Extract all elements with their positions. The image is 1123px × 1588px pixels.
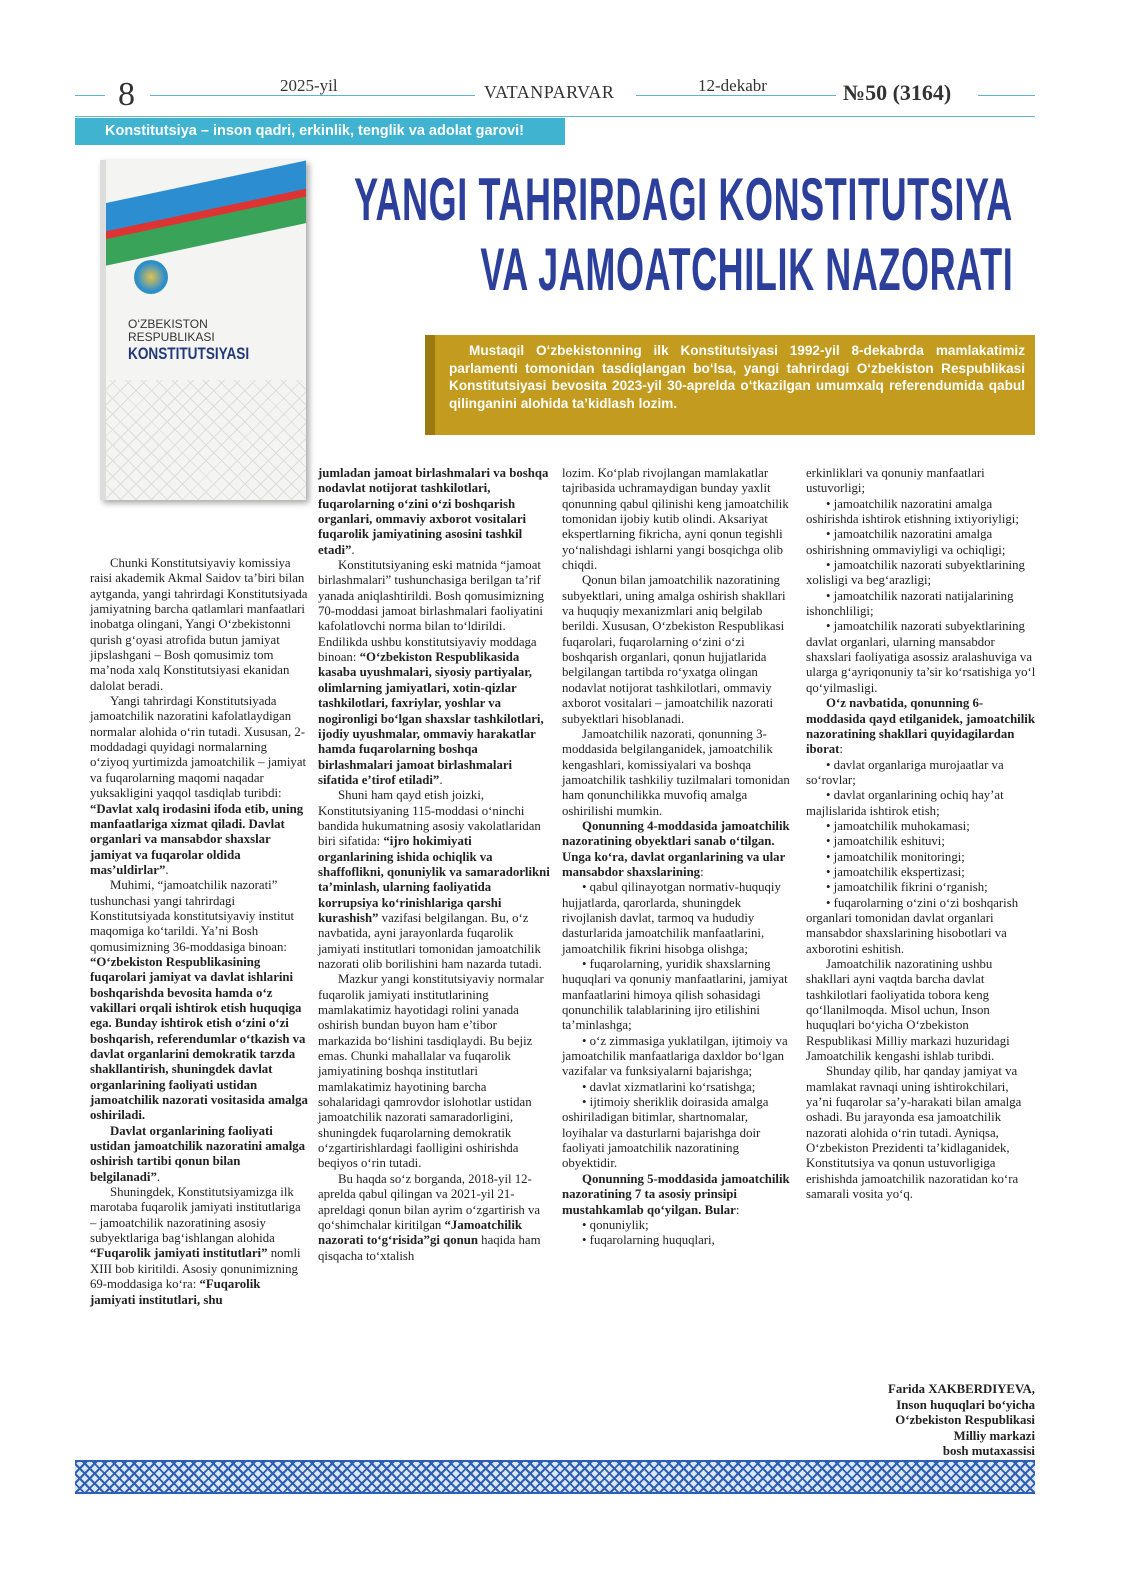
newspaper-name: VATANPARVAR xyxy=(484,82,615,102)
paragraph-text: Jamoatchilik nazoratining ushbu shakllari ayni vaqtda barcha davlat tashkilotlari faoliyatida tobora keng qo‘llanilmoqda. Misol uchun, Inson huquqlari bo‘yicha O‘zbekiston Respublikasi Milliy markazi huzuridagi Jamoatchilik kengashi ishlab turibdi. xyxy=(806,957,1010,1064)
author-signature xyxy=(805,1382,1035,1460)
article-paragraph xyxy=(562,819,794,880)
paragraph-text: . xyxy=(156,1169,161,1184)
bold-quote-text: “Davlat xalq irodasini ifoda etib, uning manfaatlariga xizmat qiladi. Davlat organlari va mansabdor shaxslar jamiyat va fuqarolar oldida mas’uldirlar” xyxy=(90,801,304,877)
author-title: Milliy markazi xyxy=(953,1428,1035,1443)
article-column-4 xyxy=(806,466,1038,1203)
bold-quote-text: “Fuqarolik jamiyati institutlari, shu xyxy=(90,1277,261,1307)
author-title: bosh mutaxassisi xyxy=(942,1444,1035,1458)
header-divider xyxy=(75,116,1035,117)
author-title: Inson huquqlari bo‘yicha xyxy=(896,1397,1035,1412)
paragraph-text: • fuqarolarning, yuridik shaxslarning huquqlari va qonuniy manfaatlarini, jamiyat manfaatlarini himoya qilish sohasidagi qonunchilik talablarining ijro etilishini ta’minlashga; xyxy=(562,957,788,1033)
article-paragraph xyxy=(806,497,1038,528)
article-paragraph xyxy=(562,957,794,1034)
paragraph-text: • o‘z zimmasiga yuklatilgan, ijtimoiy va jamoatchilik manfaatlariga daxldor bo‘lgan vazifalar va funksiyalarni bajarishga; xyxy=(562,1033,788,1079)
paragraph-text: lozim. Ko‘plab rivojlangan mamlakatlar tajribasida uchramaydigan bunday yaxlit qonunning qabul qilinishi keng jamoatchilik tomonidan ijobiy kutib olindi. Aksariyat ekspertlarning fikricha, ayni qonun tegishli yo‘nalishdagi ishlarni yangi bosqichga olib chiqdi. xyxy=(562,466,789,573)
article-paragraph xyxy=(806,558,1038,589)
bold-quote-text: Davlat organlarining faoliyati ustidan jamoatchilik nazoratini amalga oshirish tartibi qonun bilan belgilanadi” xyxy=(90,1123,306,1184)
paragraph-text: : xyxy=(735,1202,740,1217)
lead-paragraph: Mustaqil O‘zbekistonning ilk Konstitutsiyasi 1992-yil 8-dekabrda mamlakatimiz parlamenti tomonidan tasdiqlangan bo‘lsa, yangi tahrirdagi O‘zbekiston Respublikasi Konstitutsiyasi bevosita 2023-yil 30-aprelda o‘tkazilgan umumxalq referendumida qabul qilinganini alohida ta’kidlash lozim. xyxy=(425,335,1035,435)
footer-ornament xyxy=(75,1460,1035,1494)
headline-line1: YANGI TAHRIRDAGI KONSTITUTSIYA xyxy=(354,166,1013,233)
paragraph-text: Shuni ham qayd etish joizki, Konstitutsiyaning 115-moddasi o‘ninchi bandida hukumatning asosiy vakolatlaridan biri sifatida: xyxy=(318,788,541,849)
paragraph-text: Yangi tahrirdagi Konstitutsiyada jamoatchilik nazoratini kafolatlaydigan normalar alohida o‘rin tutadi. Xususan, 2-moddadagi quyidagi normalarning o‘ziyoq yurtimizda jamoatchilik – jamiyat va fuqarolarning maqomi naqadar yuksakligini yaqqol tasdiqlab turibdi: xyxy=(90,694,307,801)
article-column-3 xyxy=(562,466,794,1249)
bold-quote-text: “ijro hokimiyati organlarining ishida ochiqlik va shaffoflikni, qonuniylik va samaradorlikni ta’minlash, ularning faoliyatida korrupsiya ko‘rinishlariga qarshi kurashish” xyxy=(318,834,550,925)
article-paragraph xyxy=(562,1080,794,1095)
article-paragraph xyxy=(806,1064,1038,1202)
book-ornament xyxy=(106,380,306,500)
paragraph-text: • jamoatchilik nazorati subyektlarining davlat organlari, ularning mansabdor shaxslari faoliyatiga asossiz aralashuviga va ularga g‘ayriqonuniy ta’sir ko‘rsatishiga yo‘l qo‘yilmasligi. xyxy=(806,619,1036,695)
state-emblem-icon xyxy=(134,260,168,294)
paragraph-text: • qabul qilinayotgan normativ-huquqiy hujjatlarda, qarorlarda, shuningdek rivojlanish davlat, tarmoq va hududiy dasturlarida jamoatchilik manfaatlarini, jamoatchilik fikrini hisobga olishga; xyxy=(562,880,781,956)
paragraph-text: • davlat xizmatlarini ko‘rsatishga; xyxy=(582,1079,756,1094)
paragraph-text: • qonuniylik; xyxy=(582,1217,649,1232)
constitution-book-image xyxy=(100,160,306,500)
article-paragraph xyxy=(806,819,1038,834)
article-paragraph xyxy=(562,466,794,573)
paragraph-text: • jamoatchilik nazorati subyektlarining xolisligi va beg‘arazligi; xyxy=(806,558,1025,588)
article-paragraph xyxy=(806,850,1038,865)
paragraph-text: • jamoatchilik nazoratini amalga oshirishda ishtirok etishning ixtiyoriyligi; xyxy=(806,496,1019,527)
paragraph-text: Shuningdek, Konstitutsiyamizga ilk marotaba fuqarolik jamiyati institutlariga – jamoatchilik nazoratining asosiy subyektlariga bag‘ishlangan alohida xyxy=(90,1185,301,1246)
paragraph-text: Jamoatchilik nazorati, qonunning 3-moddasida belgilanganidek, jamoatchilik kengashlari, komissiyalari va boshqa jamoatchilik tashkiliy tuzilmalari tomonidan ham qonunchilikka muvofiq amalga oshirilishi mumkin. xyxy=(562,726,790,818)
bold-quote-text: Qonunning 4-moddasida jamoatchilik nazoratining obyektlari sanab o‘tilgan. Unga ko‘ra, davlat organlarining va ular mansabdor shaxslarining xyxy=(562,818,790,879)
article-column-1 xyxy=(90,556,308,1308)
paragraph-text: nomli XIII bob kiritildi. Asosiy qonunimizning 69-moddasiga ko‘ra: xyxy=(90,1246,301,1292)
paragraph-text: • fuqarolarning huquqlari, xyxy=(582,1233,715,1248)
paragraph-text: . xyxy=(439,772,443,787)
article-paragraph xyxy=(806,619,1038,696)
author-title: O‘zbekiston Respublikasi xyxy=(895,1413,1035,1427)
paragraph-text: • jamoatchilik monitoringi; xyxy=(826,849,965,864)
article-paragraph xyxy=(318,558,550,788)
paragraph-text: • jamoatchilik fikrini o‘rganish; xyxy=(826,880,988,895)
header-rule xyxy=(75,95,105,96)
article-paragraph xyxy=(562,1218,794,1233)
article-paragraph xyxy=(806,957,1038,1064)
article-paragraph xyxy=(90,878,308,1124)
article-paragraph xyxy=(318,788,550,972)
section-banner: Konstitutsiya – inson qadri, erkinlik, tenglik va adolat garovi! xyxy=(75,118,565,145)
author-name: Farida XAKBERDIYEVA, xyxy=(888,1382,1035,1396)
paragraph-text: vazifasi belgilangan. Bu, o‘z navbatida, ayni jarayonlarda fuqarolik jamiyati institutlari tomonidan jamoatchilik nazorati olib borilishini ham nazarda tutadi. xyxy=(318,910,542,971)
book-title-line3: KONSTITUTSIYASI xyxy=(128,344,250,363)
paragraph-text: Bu haqda so‘z borganda, 2018-yil 12-aprelda qabul qilingan va 2021-yil 21-apreldagi qonun bilan ayrim o‘zgartirish va qo‘shimchalar kiritilgan xyxy=(318,1171,541,1232)
paragraph-text: . xyxy=(165,862,169,877)
article-paragraph xyxy=(90,694,308,878)
header-year: 2025-yil xyxy=(280,76,338,95)
article-paragraph xyxy=(90,1185,308,1308)
bold-quote-text: O‘z navbatida, qonunning 6-moddasida qayd etilganidek, jamoatchilik nazoratining shakllari quyidagilardan iborat xyxy=(806,696,1035,757)
article-paragraph xyxy=(806,527,1038,558)
paragraph-text: • jamoatchilik muhokamasi; xyxy=(826,818,970,833)
article-paragraph xyxy=(562,1172,794,1218)
paragraph-text: Muhimi, “jamoatchilik nazorati” tushunchasi yangi tahrirdagi Konstitutsiyada konstitutsiyaviy institut maqomiga ko‘tarildi. Ya’ni Bosh qomusimizning 36-moddasiga binoan: xyxy=(90,878,295,954)
paragraph-text: • ijtimoiy sheriklik doirasida amalga oshiriladigan bitimlar, shartnomalar, loyihalar va dasturlarni bajarishga doir faoliyati jamoatchilik nazoratining obyektidir. xyxy=(562,1095,769,1171)
article-paragraph xyxy=(562,573,794,726)
issue-number: №50 (3164) xyxy=(843,80,952,105)
paragraph-text: Shunday qilib, har qanday jamiyat va mamlakat ravnaqi uning ishtirokchilari, ya’ni fuqarolar sa’y-harakati bilan amalga oshadi. Bu jarayonda esa jamoatchilik nazorati alohida o‘rin tutadi. Ayniqsa, O‘zbekiston Prezidenti ta’kidlaganidek, Konstitutsiya va qonun ustuvorligiga erishishda jamoatchilik nazoratidan ko‘ra samarali vosita yo‘q. xyxy=(806,1064,1022,1202)
article-paragraph xyxy=(806,880,1038,895)
header-date: 12-dekabr xyxy=(698,76,767,95)
paragraph-text: • jamoatchilik eshituvi; xyxy=(826,834,945,849)
paragraph-text: • jamoatchilik nazoratini amalga oshirishning ommaviyligi va ochiqligi; xyxy=(806,527,1006,557)
paragraph-text: • jamoatchilik ekspertizasi; xyxy=(826,864,965,879)
paragraph-text: . xyxy=(351,542,355,557)
bold-quote-text: “O‘zbekiston Respublikasida kasaba uyushmalari, siyosiy partiyalar, olimlarning jamiyatlari, xotin-qizlar tashkilotlari, faxriylar, yoshlar va nogironligi bo‘lgan shaxslar tashkilotlari, ijodiy uyushmalar, ommaviy harakatlar hamda fuqarolarning boshqa birlashmalari jamoat birlashmalari sifatida e’tirof etiladi” xyxy=(318,650,544,787)
bold-quote-text: “Fuqarolik jamiyati institutlari” xyxy=(90,1246,268,1261)
article-paragraph xyxy=(806,466,1038,497)
header-rule xyxy=(978,95,1035,96)
article-paragraph xyxy=(562,1095,794,1172)
article-paragraph xyxy=(318,466,550,558)
article-paragraph xyxy=(318,1172,550,1264)
article-paragraph xyxy=(806,788,1038,819)
article-paragraph xyxy=(90,556,308,694)
article-paragraph xyxy=(562,1233,794,1248)
bold-quote-text: “O‘zbekiston Respublikasining fuqarolari jamiyat va davlat ishlarini boshqarishda bevosita hamda o‘z vakillari orqali ishtirok etish huquqiga ega. Bunday ishtirok etish o‘zini o‘zi boshqarish, referendumlar o‘tkazish va davlat organlarini demokratik tarzda shakllantirish, shuningdek davlat organlarining faoliyati ustidan jamoatchilik nazorati vositasida amalga oshiriladi. xyxy=(90,954,308,1123)
paragraph-text: Mazkur yangi konstitutsiyaviy normalar fuqarolik jamiyati institutlarining mamlakatimiz hayotidagi rolini yanada oshirish bundan buyon ham e’tibor markazida bo‘lishini tasdiqlaydi. Bu bejiz emas. Chunki mahallalar va fuqarolik jamiyatining boshqa institutlari mamlakatimiz hayotining barcha sohalaridagi qamrovdor islohotlar ustidan jamoatchilik nazorati samaradorligini, shuningdek fuqarolarning demokratik o‘zgartirishlardagi faolligini oshirishda beqiyos o‘rin tutadi. xyxy=(318,972,544,1171)
article-paragraph xyxy=(806,696,1038,757)
bold-quote-text: “Jamoatchilik nazorati to‘g‘risida”gi qonun xyxy=(318,1217,523,1248)
article-paragraph xyxy=(562,727,794,819)
paragraph-text: Konstitutsiyaning eski matnida “jamoat birlashmalari” tushunchasiga berilgan ta’rif yanada aniqlashtirildi. Bosh qomusimizning 70-moddasi jamoat birlashmalari faoliyatini kafolatlovchi norma bilan to‘ldirildi. Endilikda ushbu konstitutsiyaviy moddaga binoan: xyxy=(318,558,545,665)
paragraph-text: erkinliklari va qonuniy manfaatlari ustuvorligi; xyxy=(806,466,985,496)
bold-quote-text: jumladan jamoat birlashmalari va boshqa nodavlat notijorat tashkilotlari, fuqarolarning o‘zini o‘zi boshqarish organlari, ommaviy axborot vositalari fuqarolik jamiyatining asosini tashkil etadi” xyxy=(318,466,549,557)
paragraph-text: • davlat organlariga murojaatlar va so‘rovlar; xyxy=(806,757,1004,787)
article-paragraph xyxy=(806,834,1038,849)
article-paragraph xyxy=(90,1124,308,1185)
book-title-line1: O‘ZBEKISTON RESPUBLIKASI xyxy=(128,317,215,344)
paragraph-text: Qonun bilan jamoatchilik nazoratining subyektlari, uning amalga oshirish shakllari va huquqiy mexanizmlari aniq belgilab berildi. Xususan, O‘zbekiston Respublikasi fuqarolari, fuqarolarning o‘zini o‘zi boshqarish organlari, qonun hujjatlarida belgilangan tartibda ro‘yxatga olingan nodavlat notijorat tashkilotlari, ommaviy axborot vositalari – jamoatchilik nazorati subyektlari hisoblanadi. xyxy=(562,573,786,726)
article-paragraph xyxy=(318,972,550,1171)
article-paragraph xyxy=(806,589,1038,620)
paragraph-text: : xyxy=(700,864,704,879)
paragraph-text: Chunki Konstitutsiyaviy komissiya raisi akademik Akmal Saidov ta’biri bilan aytganda, yangi tahrirdagi Konstitutsiyada jamiyatning barcha qatlamlari manfaatlari inobatga olingani, Yangi O‘zbekistonni qurish g‘oyasi atrofida butun jamiyat jipslashgani – Bosh qomusimiz tom ma’noda xalq Konstitutsiyasi ekanidan dalolat beradi. xyxy=(90,556,308,693)
paragraph-text: haqida ham qisqacha to‘xtalish xyxy=(318,1233,541,1263)
article-column-2 xyxy=(318,466,550,1264)
article-paragraph xyxy=(806,865,1038,880)
headline-line2: VA JAMOATCHILIK NAZORATI xyxy=(479,236,1013,303)
paragraph-text: • jamoatchilik nazorati natijalarining ishonchliligi; xyxy=(806,588,1014,619)
paragraph-text: • davlat organlarining ochiq hay’at majlislarida ishtirok etish; xyxy=(806,788,1004,818)
paragraph-text: : xyxy=(839,742,843,757)
paragraph-text: • fuqarolarning o‘zini o‘zi boshqarish organlari tomonidan davlat organlari mansabdor shaxslarining hisobotlari va axborotini eshitish. xyxy=(806,895,1019,956)
article-paragraph xyxy=(806,758,1038,789)
article-paragraph xyxy=(806,896,1038,957)
page-number: 8 xyxy=(118,76,135,113)
article-paragraph xyxy=(562,1034,794,1080)
bold-quote-text: Qonunning 5-moddasida jamoatchilik nazoratining 7 ta asosiy prinsipi mustahkamlab qo‘yilgan. Bular xyxy=(562,1171,790,1217)
article-paragraph xyxy=(562,880,794,957)
